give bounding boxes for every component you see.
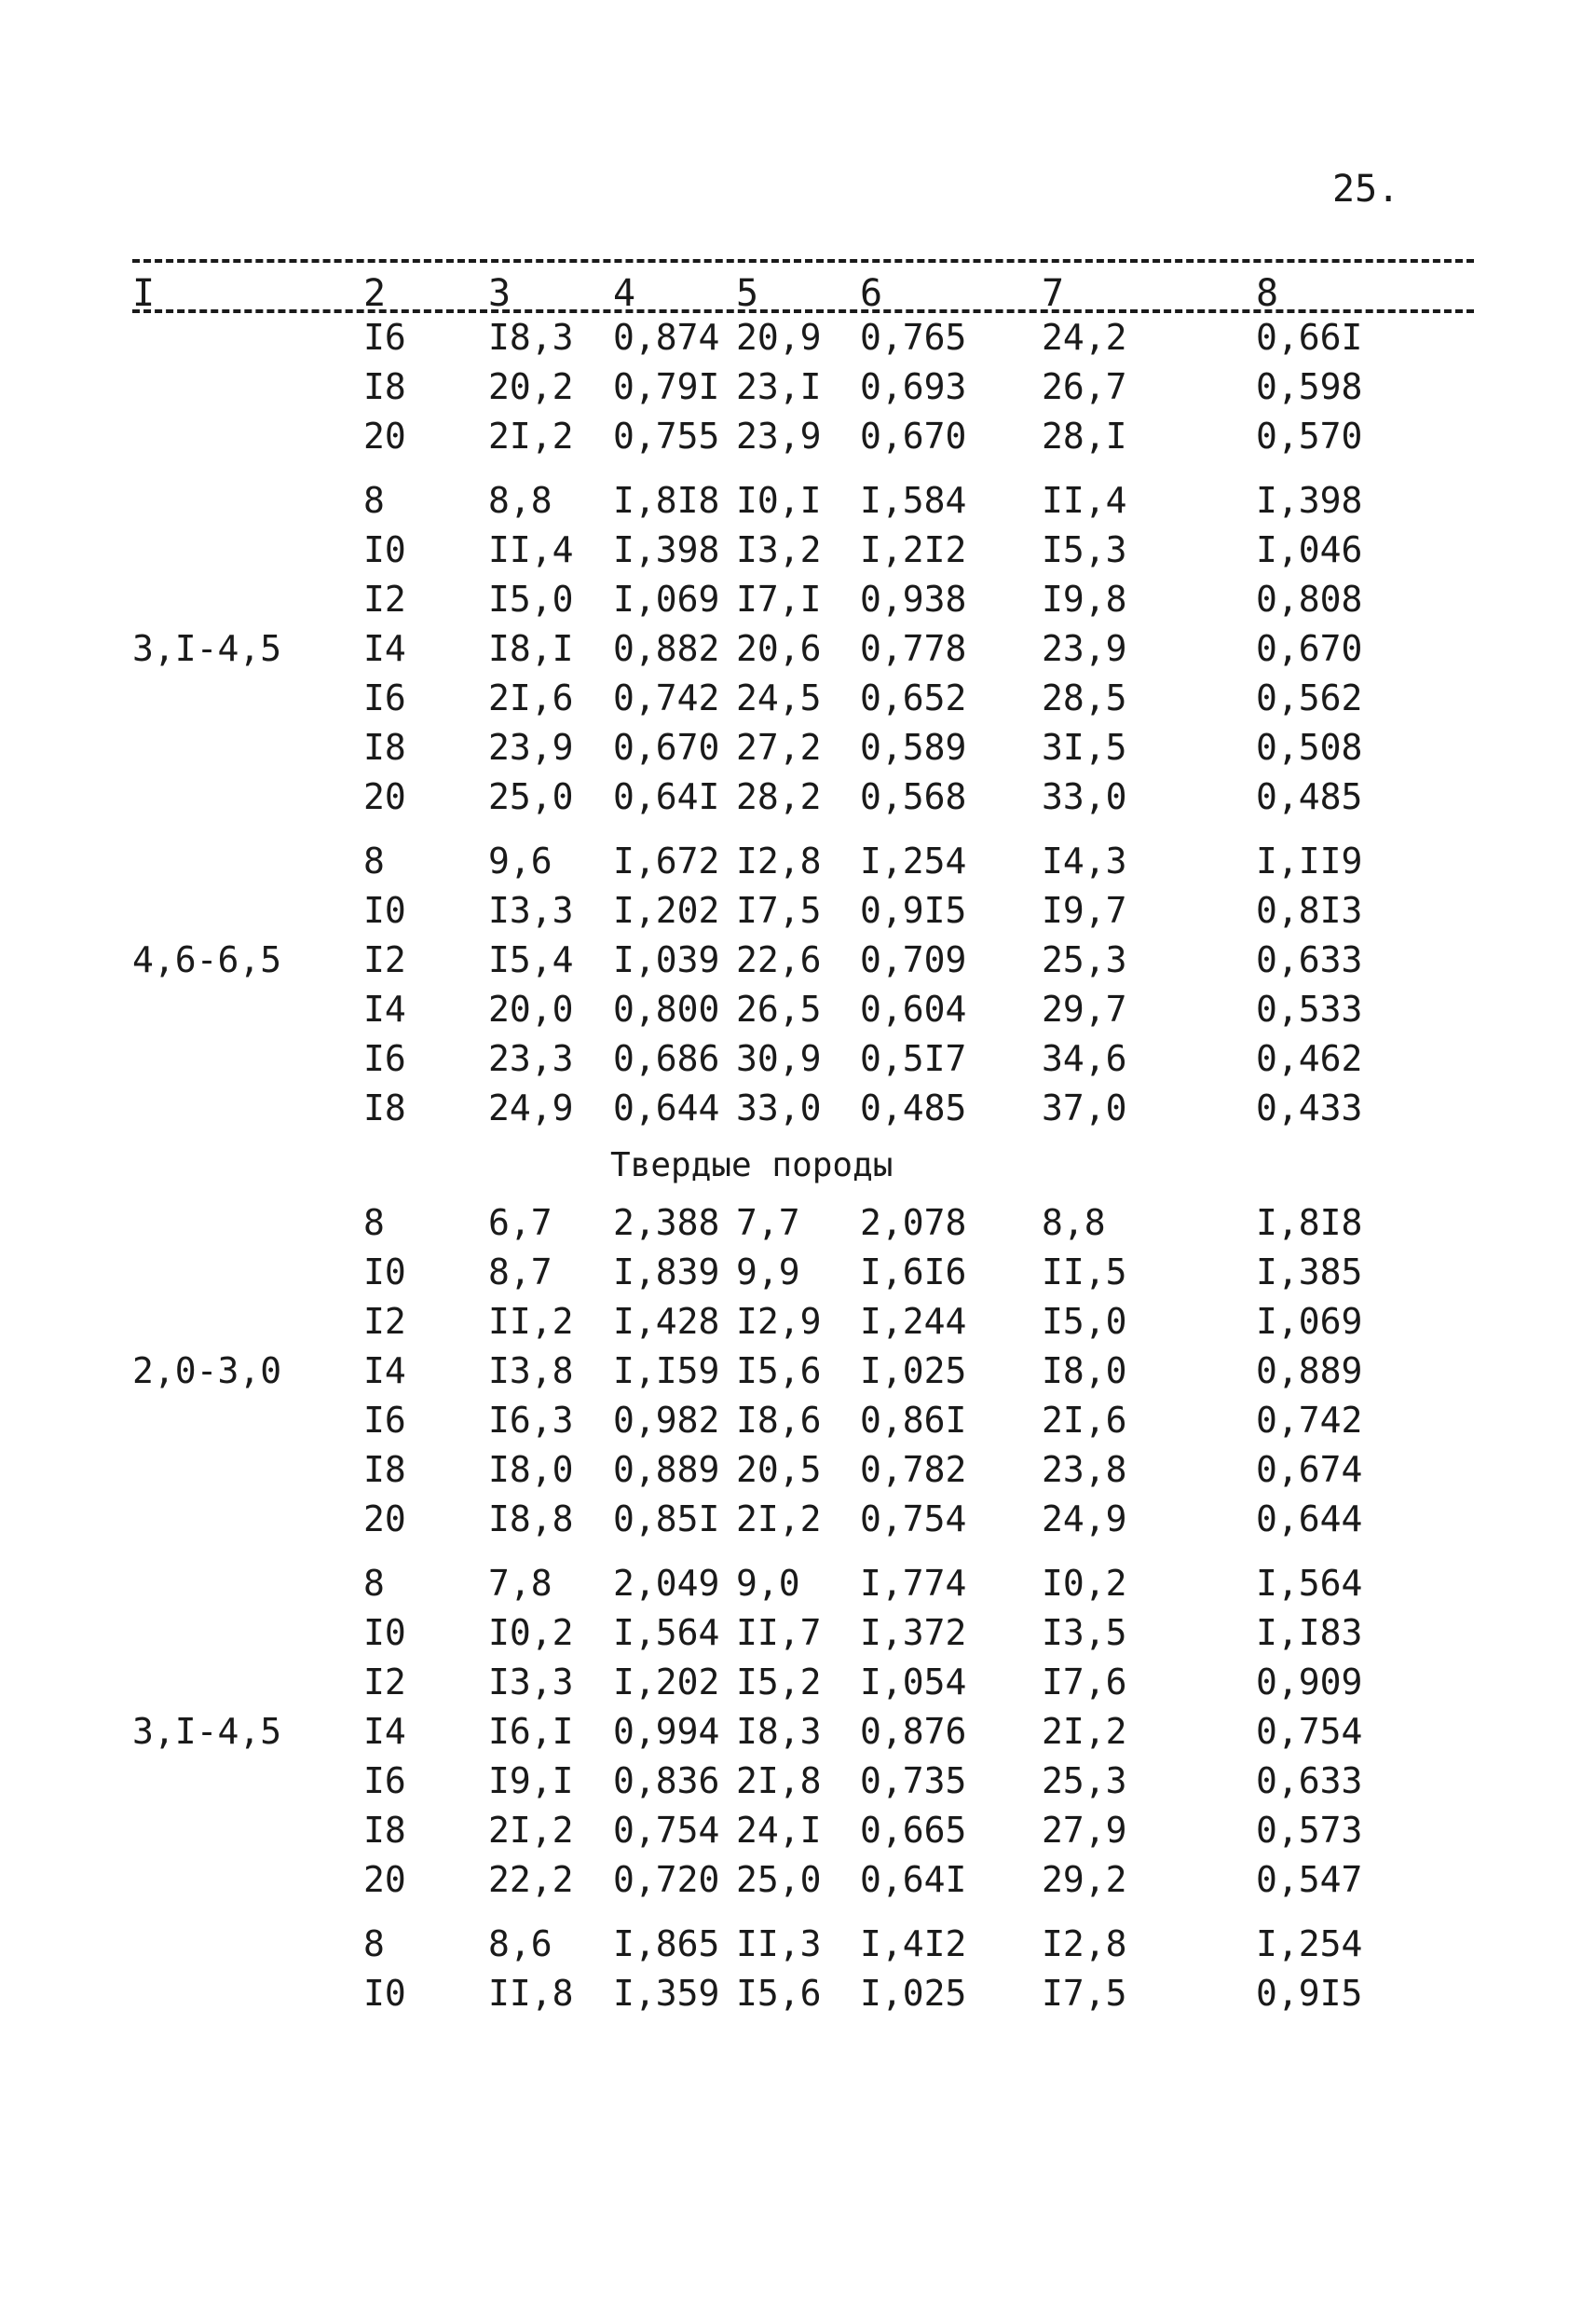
table-cell-col-3: 23,9 [488,727,574,768]
table-cell-col-8: 0,889 [1256,1350,1363,1391]
table-row [0,939,1596,989]
table-cell-col-6: 0,9I5 [860,890,967,931]
table-cell-col-8: 0,598 [1256,366,1363,407]
table-row [0,416,1596,465]
table-cell-col-7: 29,7 [1042,989,1127,1030]
table-cell-col-7: I5,0 [1042,1301,1127,1342]
table-row [0,317,1596,366]
table-cell-col-6: 0,604 [860,989,967,1030]
table-cell-col-2: I2 [363,1661,406,1702]
table-cell-col-2: I4 [363,1711,406,1752]
table-cell-col-6: I,054 [860,1661,967,1702]
table-cell-col-3: I5,4 [488,939,574,980]
table-cell-col-4: I,865 [613,1923,720,1964]
table-cell-col-5: I5,2 [736,1661,822,1702]
table-cell-col-7: 34,6 [1042,1038,1127,1079]
table-cell-col-4: 0,720 [613,1859,720,1900]
table-cell-col-8: 0,909 [1256,1661,1363,1702]
table-cell-col-4: I,202 [613,1661,720,1702]
table-cell-col-7: 23,9 [1042,628,1127,669]
table-cell-col-7: I8,0 [1042,1350,1127,1391]
table-cell-col-5: 2I,2 [736,1498,822,1539]
table-cell-col-3: 9,6 [488,841,552,882]
table-cell-col-8: 0,533 [1256,989,1363,1030]
table-cell-col-3: 25,0 [488,776,574,817]
table-cell-col-5: 23,I [736,366,822,407]
table-cell-col-6: I,372 [860,1612,967,1653]
table-cell-col-6: I,584 [860,480,967,521]
table-cell-col-8: 0,66I [1256,317,1363,358]
table-cell-col-2: 20 [363,1859,406,1900]
header-col-3: 3 [488,272,512,315]
table-cell-col-8: I,8I8 [1256,1202,1363,1243]
table-cell-col-4: I,069 [613,579,720,620]
table-cell-col-5: 28,2 [736,776,822,817]
table-cell-col-6: I,774 [860,1563,967,1604]
table-row [0,628,1596,677]
table-row [0,727,1596,776]
table-cell-col-8: I,II9 [1256,841,1363,882]
table-cell-col-3: I8,8 [488,1498,574,1539]
table-cell-col-8: 0,754 [1256,1711,1363,1752]
table-cell-col-4: I,428 [613,1301,720,1342]
table-cell-col-7: II,5 [1042,1251,1127,1292]
table-cell-col-7: I5,3 [1042,529,1127,570]
table-cell-col-4: 0,64I [613,776,720,817]
table-cell-col-5: I2,8 [736,841,822,882]
table-cell-col-6: 0,568 [860,776,967,817]
table-row [0,1612,1596,1661]
table-cell-col-8: 0,8I3 [1256,890,1363,931]
table-cell-col-8: I,385 [1256,1251,1363,1292]
table-cell-col-5: 2I,8 [736,1760,822,1801]
table-cell-col-7: I3,5 [1042,1612,1127,1653]
table-cell-col-8: 0,547 [1256,1859,1363,1900]
table-cell-col-4: 0,686 [613,1038,720,1079]
table-cell-col-7: 2I,6 [1042,1400,1127,1441]
table-row [0,579,1596,628]
table-cell-col-2: 20 [363,416,406,457]
table-row [0,529,1596,579]
table-cell-col-8: I,398 [1256,480,1363,521]
table-cell-col-6: 0,709 [860,939,967,980]
header-col-5: 5 [736,272,759,315]
table-cell-col-7: I2,8 [1042,1923,1127,1964]
table-row [0,1973,1596,2022]
table-cell-col-2: I8 [363,1810,406,1851]
table-cell-col-8: I,046 [1256,529,1363,570]
table-cell-col-7: 2I,2 [1042,1711,1127,1752]
table-cell-col-5: I7,I [736,579,822,620]
table-cell-col-4: I,039 [613,939,720,980]
table-cell-col-6: 0,735 [860,1760,967,1801]
table-cell-col-3: II,8 [488,1973,574,2014]
table-cell-col-5: II,3 [736,1923,822,1964]
table-row [0,1760,1596,1810]
table-row [0,1859,1596,1908]
table-cell-col-8: 0,562 [1256,677,1363,718]
table-cell-col-5: 24,5 [736,677,822,718]
table-row [0,1661,1596,1711]
table-cell-col-3: 2I,2 [488,416,574,457]
table-cell-col-4: I,I59 [613,1350,720,1391]
header-col-7: 7 [1042,272,1065,315]
table-cell-col-6: 0,670 [860,416,967,457]
table-cell-col-2: I8 [363,1449,406,1490]
table-cell-col-4: 0,889 [613,1449,720,1490]
table-cell-col-3: 2I,6 [488,677,574,718]
table-cell-col-6: I,6I6 [860,1251,967,1292]
table-cell-col-2: I0 [363,1612,406,1653]
table-cell-col-2: I0 [363,1973,406,2014]
table-cell-col-5: I0,I [736,480,822,521]
table-cell-col-7: 33,0 [1042,776,1127,817]
table-cell-col-4: 2,388 [613,1202,720,1243]
header-dashed-rule [132,309,1474,313]
table-cell-col-6: 0,876 [860,1711,967,1752]
table-cell-col-7: 25,3 [1042,1760,1127,1801]
table-cell-col-8: 0,674 [1256,1449,1363,1490]
table-cell-col-7: I0,2 [1042,1563,1127,1604]
table-cell-col-8: 0,508 [1256,727,1363,768]
table-cell-col-4: I,398 [613,529,720,570]
table-cell-col-8: 0,670 [1256,628,1363,669]
table-row [0,1711,1596,1760]
table-cell-col-5: I3,2 [736,529,822,570]
table-row [0,1038,1596,1087]
table-cell-col-2: I8 [363,727,406,768]
table-cell-col-2: I4 [363,1350,406,1391]
table-cell-col-6: 0,693 [860,366,967,407]
table-cell-col-4: I,672 [613,841,720,882]
table-cell-col-2: I0 [363,529,406,570]
table-cell-col-2: I6 [363,1038,406,1079]
table-cell-col-6: I,244 [860,1301,967,1342]
table-cell-col-5: 26,5 [736,989,822,1030]
table-cell-col-8: 0,633 [1256,939,1363,980]
table-cell-col-3: I6,I [488,1711,574,1752]
table-cell-col-5: 27,2 [736,727,822,768]
table-cell-col-5: 20,5 [736,1449,822,1490]
table-body [0,317,1596,2022]
table-row [0,1350,1596,1400]
table-cell-col-8: 0,485 [1256,776,1363,817]
table-cell-col-4: 0,742 [613,677,720,718]
table-cell-col-2: I6 [363,677,406,718]
table-cell-col-8: 0,633 [1256,1760,1363,1801]
table-cell-col-2: I2 [363,939,406,980]
table-row [0,1449,1596,1498]
table-row [0,1563,1596,1612]
table-cell-col-5: 23,9 [736,416,822,457]
table-cell-col-5: 9,0 [736,1563,800,1604]
table-cell-col-3: 8,6 [488,1923,552,1964]
table-cell-col-5: II,7 [736,1612,822,1653]
table-cell-col-5: I8,3 [736,1711,822,1752]
table-cell-col-2: 8 [363,1923,385,1964]
table-row [0,776,1596,826]
table-cell-col-5: I7,5 [736,890,822,931]
table-cell-col-5: 24,I [736,1810,822,1851]
table-row [0,1202,1596,1251]
table-cell-col-7: 27,9 [1042,1810,1127,1851]
table-cell-col-2: 20 [363,1498,406,1539]
table-cell-col-4: 0,994 [613,1711,720,1752]
table-cell-col-6: 0,652 [860,677,967,718]
table-cell-col-2: I2 [363,1301,406,1342]
table-cell-col-3: II,4 [488,529,574,570]
table-cell-col-4: I,8I8 [613,480,720,521]
table-cell-col-4: 0,670 [613,727,720,768]
header-col-4: 4 [613,272,636,315]
table-cell-col-3: I5,0 [488,579,574,620]
table-row [0,890,1596,939]
table-cell-col-3: II,2 [488,1301,574,1342]
table-cell-col-3: 7,8 [488,1563,552,1604]
table-cell-col-6: 0,86I [860,1400,967,1441]
table-cell-col-3: I8,0 [488,1449,574,1490]
table-cell-col-6: 0,782 [860,1449,967,1490]
table-cell-col-4: 0,644 [613,1087,720,1128]
table-cell-col-2: I8 [363,366,406,407]
page-number: 25. [1332,168,1400,211]
table-cell-col-5: I5,6 [736,1350,822,1391]
table-cell-col-5: 20,6 [736,628,822,669]
top-dashed-rule [132,259,1474,263]
table-cell-col-2: 8 [363,1563,385,1604]
table-cell-col-3: I3,8 [488,1350,574,1391]
table-cell-col-4: 0,836 [613,1760,720,1801]
table-cell-col-6: I,4I2 [860,1923,967,1964]
table-row [0,841,1596,890]
table-cell-col-7: 24,2 [1042,317,1127,358]
table-cell-col-4: 0,982 [613,1400,720,1441]
table-cell-col-2: I6 [363,317,406,358]
table-cell-col-7: 23,8 [1042,1449,1127,1490]
table-cell-col-8: I,I83 [1256,1612,1363,1653]
table-cell-col-2: I4 [363,989,406,1030]
table-cell-col-2: 20 [363,776,406,817]
table-cell-col-7: I9,7 [1042,890,1127,931]
table-cell-col-6: I,254 [860,841,967,882]
header-col-1: I [132,272,156,315]
table-row [0,1301,1596,1350]
table-cell-col-6: I,025 [860,1350,967,1391]
table-cell-col-3: I6,3 [488,1400,574,1441]
table-cell-col-7: 25,3 [1042,939,1127,980]
table-cell-col-2: 8 [363,841,385,882]
table-cell-col-2: I4 [363,628,406,669]
table-cell-col-7: 28,I [1042,416,1127,457]
table-cell-col-6: 0,778 [860,628,967,669]
table-cell-col-5: I5,6 [736,1973,822,2014]
table-cell-col-6: 0,64I [860,1859,967,1900]
table-cell-col-4: I,359 [613,1973,720,2014]
table-cell-col-7: 26,7 [1042,366,1127,407]
table-cell-col-8: 0,570 [1256,416,1363,457]
table-cell-col-2: I6 [363,1400,406,1441]
table-row [0,480,1596,529]
table-cell-col-3: I0,2 [488,1612,574,1653]
table-cell-col-6: 2,078 [860,1202,967,1243]
table-cell-col-6: 0,765 [860,317,967,358]
table-cell-col-2: I0 [363,1251,406,1292]
table-cell-col-6: I,2I2 [860,529,967,570]
table-cell-col-5: I2,9 [736,1301,822,1342]
table-cell-col-1: 3,I-4,5 [132,1711,282,1752]
table-cell-col-7: II,4 [1042,480,1127,521]
table-cell-col-5: I8,6 [736,1400,822,1441]
table-cell-col-1: 3,I-4,5 [132,628,282,669]
table-cell-col-7: 29,2 [1042,1859,1127,1900]
section-title: Твердые породы [610,1146,893,1184]
table-cell-col-4: 0,755 [613,416,720,457]
table-cell-col-7: 24,9 [1042,1498,1127,1539]
table-cell-col-1: 2,0-3,0 [132,1350,282,1391]
table-cell-col-6: 0,5I7 [860,1038,967,1079]
table-cell-col-8: 0,9I5 [1256,1973,1363,2014]
table-cell-col-3: I8,3 [488,317,574,358]
table-cell-col-5: 7,7 [736,1202,800,1243]
table-cell-col-4: 0,882 [613,628,720,669]
table-row [0,1498,1596,1548]
table-cell-col-3: 8,8 [488,480,552,521]
table-cell-col-7: I9,8 [1042,579,1127,620]
table-cell-col-6: 0,938 [860,579,967,620]
table-cell-col-3: 2I,2 [488,1810,574,1851]
table-cell-col-8: 0,742 [1256,1400,1363,1441]
table-cell-col-5: 33,0 [736,1087,822,1128]
table-cell-col-4: 0,754 [613,1810,720,1851]
table-cell-col-7: 37,0 [1042,1087,1127,1128]
table-cell-col-8: I,564 [1256,1563,1363,1604]
table-cell-col-4: 0,800 [613,989,720,1030]
table-cell-col-4: I,202 [613,890,720,931]
table-cell-col-3: 22,2 [488,1859,574,1900]
table-row [0,366,1596,416]
table-cell-col-5: 25,0 [736,1859,822,1900]
table-row [0,677,1596,727]
table-cell-col-7: I7,5 [1042,1973,1127,2014]
table-cell-col-2: I6 [363,1760,406,1801]
table-cell-col-5: 20,9 [736,317,822,358]
header-col-8: 8 [1256,272,1279,315]
table-cell-col-7: 3I,5 [1042,727,1127,768]
header-col-2: 2 [363,272,387,315]
table-cell-col-3: I3,3 [488,890,574,931]
table-cell-col-5: 9,9 [736,1251,800,1292]
table-cell-col-3: 8,7 [488,1251,552,1292]
table-cell-col-4: I,839 [613,1251,720,1292]
table-cell-col-6: 0,665 [860,1810,967,1851]
table-cell-col-4: 0,79I [613,366,720,407]
table-cell-col-8: 0,644 [1256,1498,1363,1539]
table-cell-col-2: I2 [363,579,406,620]
table-cell-col-4: I,564 [613,1612,720,1653]
table-cell-col-1: 4,6-6,5 [132,939,282,980]
table-cell-col-8: 0,573 [1256,1810,1363,1851]
table-cell-col-6: 0,485 [860,1087,967,1128]
table-cell-col-2: I0 [363,890,406,931]
table-cell-col-4: 0,85I [613,1498,720,1539]
table-row [0,1251,1596,1301]
table-cell-col-3: I9,I [488,1760,574,1801]
table-cell-col-8: I,254 [1256,1923,1363,1964]
table-cell-col-7: I7,6 [1042,1661,1127,1702]
table-row [0,1923,1596,1973]
table-cell-col-8: 0,808 [1256,579,1363,620]
table-cell-col-6: 0,589 [860,727,967,768]
table-cell-col-3: 20,2 [488,366,574,407]
table-cell-col-8: 0,433 [1256,1087,1363,1128]
table-cell-col-6: I,025 [860,1973,967,2014]
table-cell-col-7: 8,8 [1042,1202,1106,1243]
table-cell-col-8: I,069 [1256,1301,1363,1342]
table-cell-col-5: 22,6 [736,939,822,980]
table-cell-col-4: 0,874 [613,317,720,358]
table-cell-col-6: 0,754 [860,1498,967,1539]
table-cell-col-5: 30,9 [736,1038,822,1079]
table-cell-col-3: 6,7 [488,1202,552,1243]
table-cell-col-8: 0,462 [1256,1038,1363,1079]
table-cell-col-3: I3,3 [488,1661,574,1702]
table-cell-col-3: 20,0 [488,989,574,1030]
table-cell-col-3: I8,I [488,628,574,669]
table-row [0,989,1596,1038]
table-row [0,1810,1596,1859]
header-col-6: 6 [860,272,883,315]
table-cell-col-7: 28,5 [1042,677,1127,718]
table-cell-col-2: 8 [363,480,385,521]
table-row [0,1400,1596,1449]
table-row [0,1087,1596,1137]
table-cell-col-3: 24,9 [488,1087,574,1128]
table-cell-col-2: I8 [363,1087,406,1128]
table-cell-col-3: 23,3 [488,1038,574,1079]
table-cell-col-2: 8 [363,1202,385,1243]
table-cell-col-7: I4,3 [1042,841,1127,882]
table-cell-col-4: 2,049 [613,1563,720,1604]
